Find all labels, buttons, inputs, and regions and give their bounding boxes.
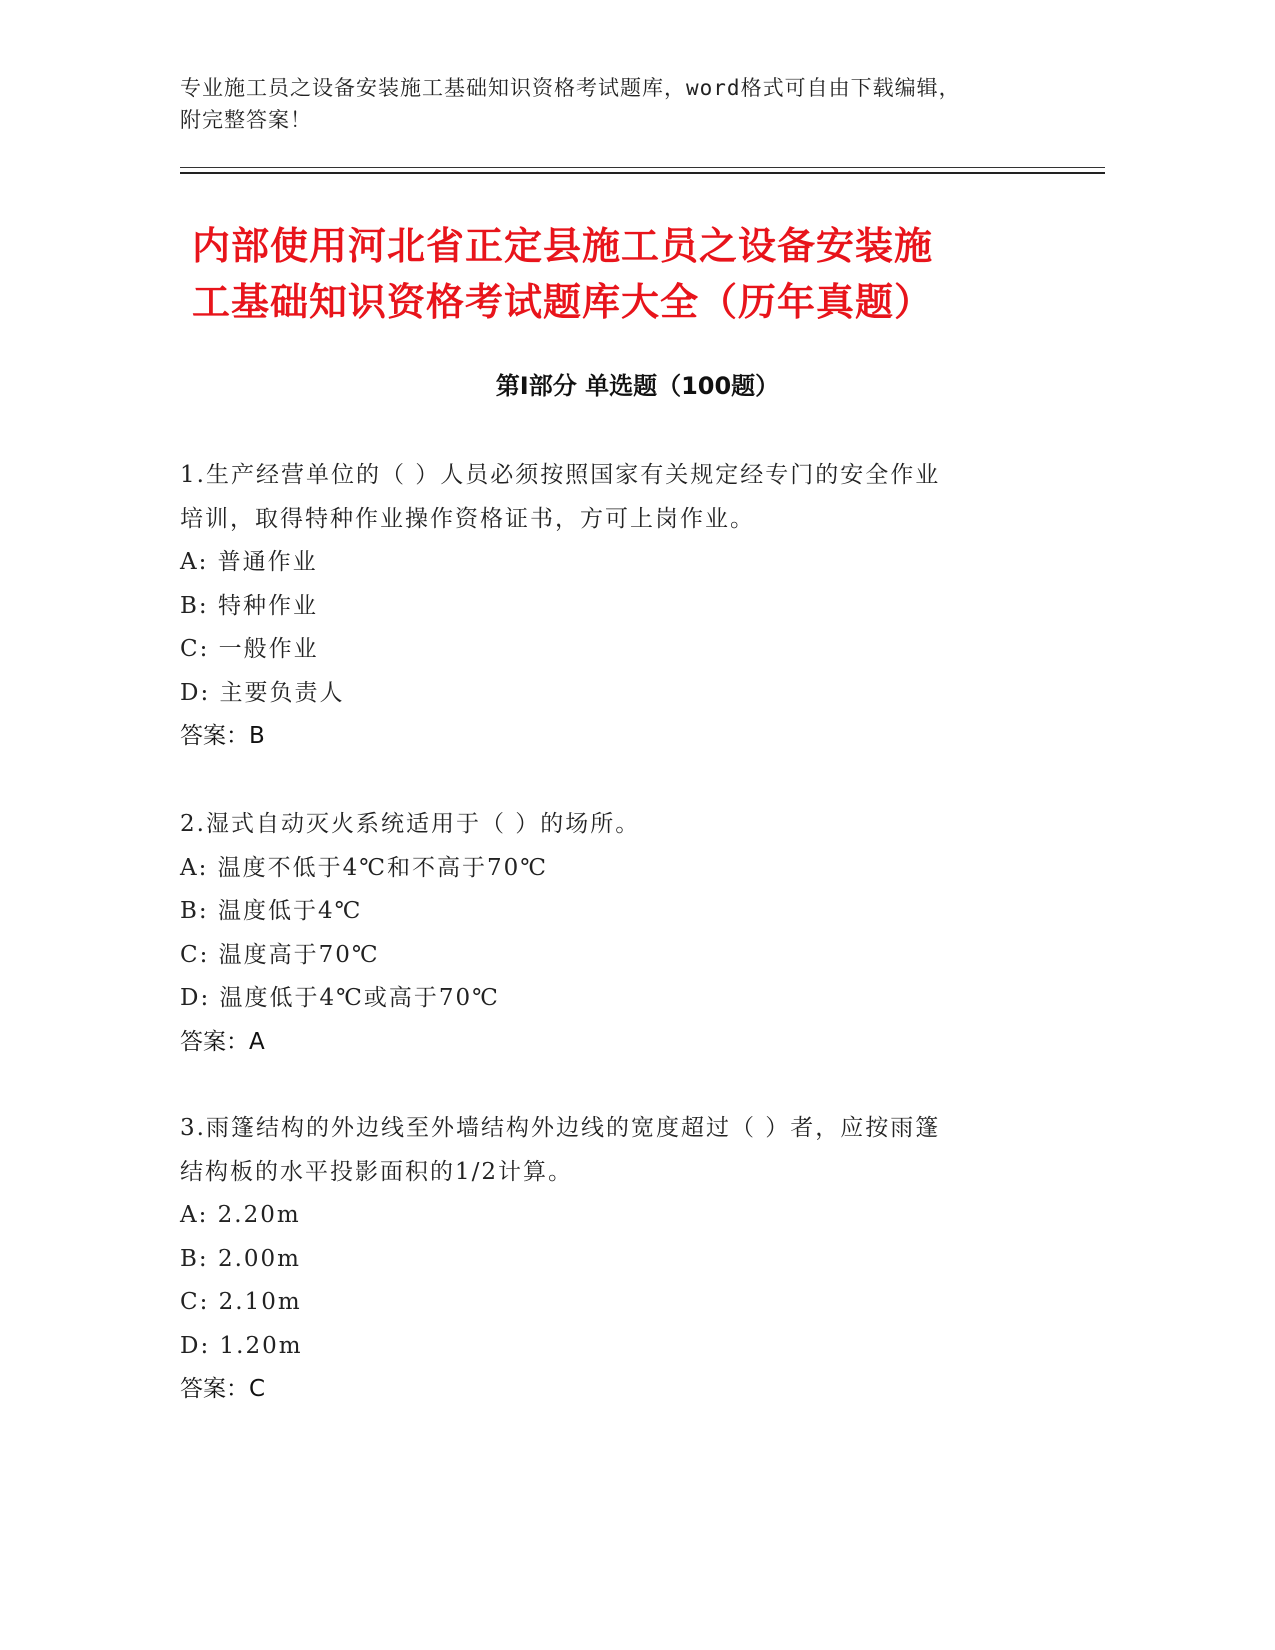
option-a: A: 温度不低于4℃和不高于70℃	[180, 854, 549, 881]
question-1	[180, 454, 1040, 759]
question-stem	[180, 1107, 1040, 1194]
question-stem-line2: 培训，取得特种作业操作资格证书，方可上岗作业。	[180, 505, 755, 532]
option-b: B: 2.00m	[180, 1245, 301, 1272]
option-d: D: 1.20m	[180, 1332, 303, 1359]
option-d: D: 温度低于4℃或高于70℃	[180, 985, 500, 1011]
option-b: B: 温度低于4℃	[180, 898, 363, 924]
question-stem-line1: 1.生产经营单位的（ ）人员必须按照国家有关规定经专门的安全作业	[180, 462, 941, 488]
document-title	[192, 218, 1072, 330]
divider-thick	[180, 172, 1105, 174]
option-a: A: 普通作业	[180, 549, 318, 575]
option-c: C: 温度高于70℃	[180, 941, 380, 968]
question-3	[180, 1107, 1040, 1412]
option-d: D: 主要负责人	[180, 679, 345, 706]
option-c: C: 2.10m	[180, 1289, 302, 1315]
header-note	[180, 72, 1080, 136]
question-stem	[180, 803, 1040, 847]
question-stem-line2: 结构板的水平投影面积的1/2计算。	[180, 1158, 574, 1185]
question-stem	[180, 454, 1040, 541]
answer: 答案：C	[180, 1376, 266, 1402]
divider-thin	[180, 167, 1105, 168]
option-a: A: 2.20m	[180, 1202, 301, 1228]
option-c: C: 一般作业	[180, 636, 319, 662]
header-note-line1: 专业施工员之设备安装施工基础知识资格考试题库，word格式可自由下载编辑，	[180, 76, 961, 100]
section-heading: 第Ⅰ部分 单选题（100题）	[495, 372, 780, 400]
document-title-line2: 工基础知识资格考试题库大全（历年真题）	[192, 280, 934, 324]
document-title-line1: 内部使用河北省正定县施工员之设备安装施	[192, 224, 934, 268]
answer: 答案：A	[180, 1028, 265, 1055]
question-stem-line1: 2.湿式自动灭火系统适用于（ ）的场所。	[180, 811, 641, 837]
header-note-line2: 附完整答案！	[180, 108, 312, 132]
question-stem-line1: 3.雨篷结构的外边线至外墙结构外边线的宽度超过（ ）者，应按雨篷	[180, 1115, 941, 1141]
question-2	[180, 803, 1040, 1064]
answer: 答案：B	[180, 723, 265, 749]
option-b: B: 特种作业	[180, 592, 318, 619]
